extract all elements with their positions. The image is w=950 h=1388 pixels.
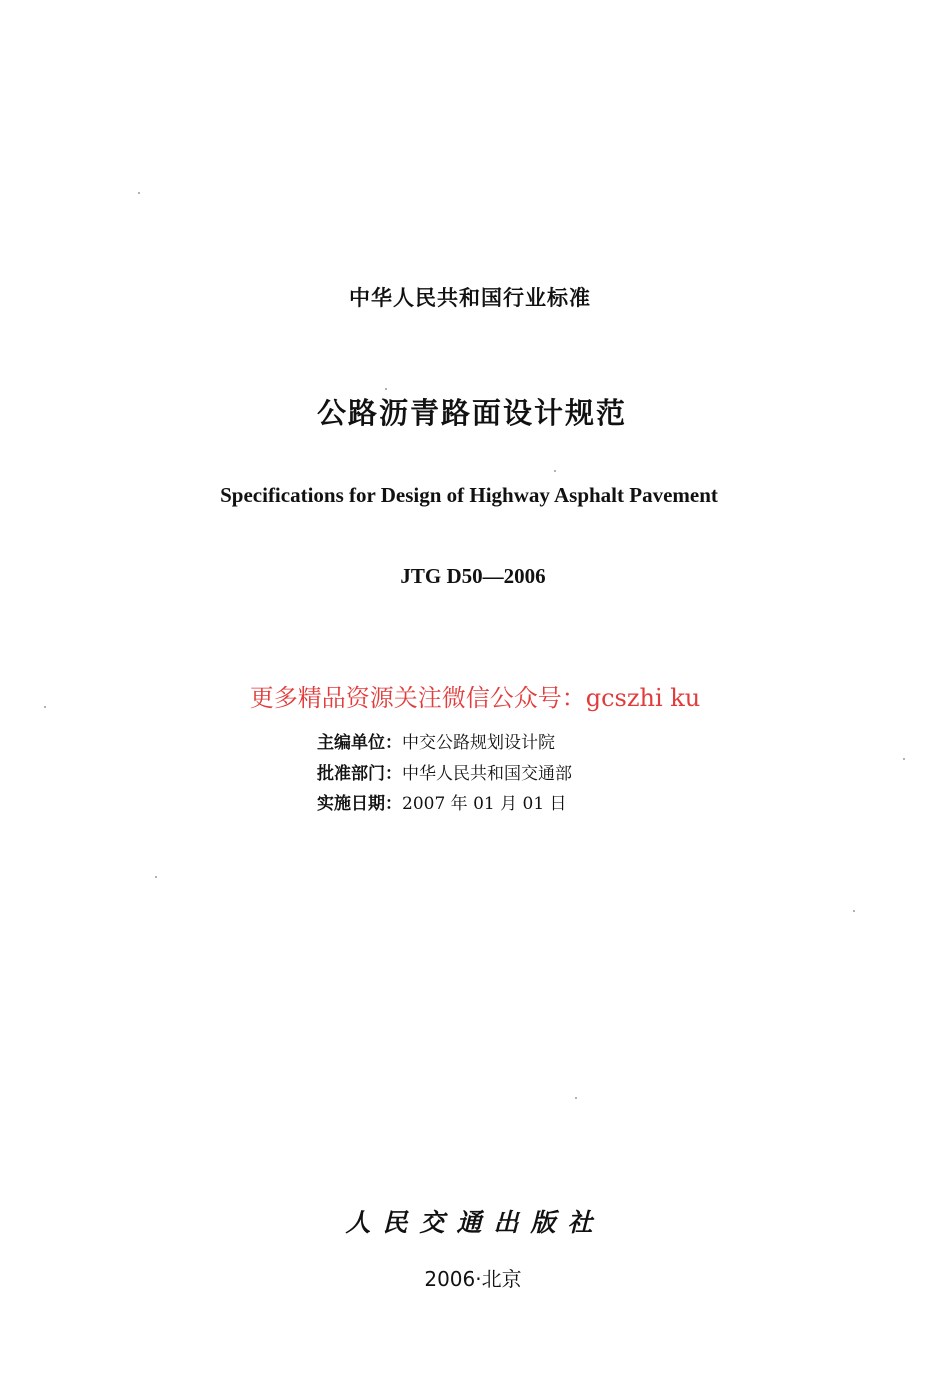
scan-speck: [903, 758, 905, 760]
scan-speck: [44, 706, 46, 708]
info-row-editor: [317, 728, 555, 753]
scan-speck: [554, 470, 556, 472]
scan-speck: [575, 1097, 577, 1099]
info-value: 中华人民共和国交通部: [402, 764, 572, 784]
imprint-year-place: 2006·北京: [424, 1267, 522, 1291]
standard-category: 中华人民共和国行业标准: [349, 286, 591, 310]
document-title-cn: 公路沥青路面设计规范: [316, 396, 627, 430]
scan-speck: [155, 876, 157, 878]
publisher-name: 人民交通出版社: [345, 1208, 605, 1237]
promo-watermark-text: 更多精品资源关注微信公众号：gcszhi ku: [249, 684, 701, 712]
document-title-en: Specifications for Design of Highway Asphalt Pavement: [220, 483, 718, 507]
info-label: 主编单位：: [317, 733, 402, 753]
standard-code: JTG D50—2006: [400, 564, 546, 588]
info-label: 批准部门：: [317, 764, 402, 784]
info-value: 中交公路规划设计院: [402, 733, 555, 753]
info-label: 实施日期：: [317, 794, 402, 814]
scan-speck: [853, 910, 855, 912]
scan-speck: [138, 192, 140, 194]
info-row-approver: [317, 759, 572, 784]
info-row-effective-date: [317, 789, 567, 814]
info-value: 2007 年 01 月 01 日: [402, 794, 567, 814]
scan-speck: [385, 388, 387, 390]
